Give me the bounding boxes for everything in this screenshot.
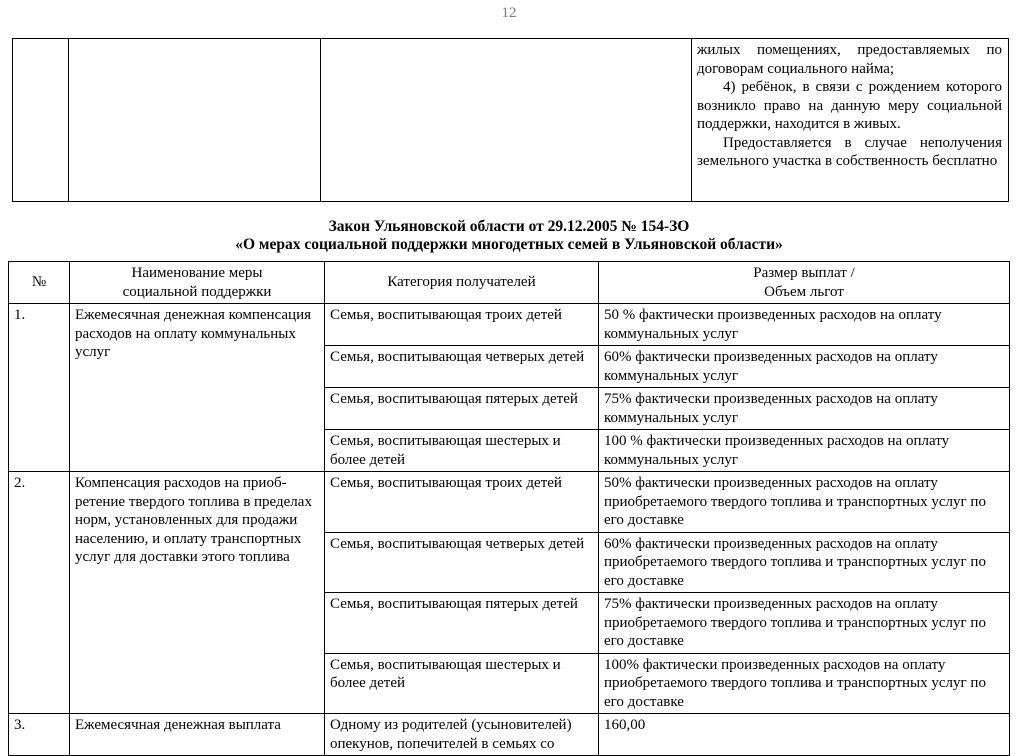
value-cell: 75% фактически произведенных расходов на оплату приобретаемого твердого топлива и транспортных услуг по его доставке bbox=[599, 593, 1010, 654]
header-number-label: № bbox=[31, 274, 47, 291]
table-header-row bbox=[9, 262, 1010, 304]
value-cell: 50 % фактически произведенных расходов на оплату коммунальных услуг bbox=[599, 304, 1010, 346]
header-amount-line1: Размер выплат / bbox=[753, 265, 855, 281]
value-cell: 100 % фактически произведенных расходов на оплату коммунальных услуг bbox=[599, 430, 1010, 472]
header-amount-line2: Объем льгот bbox=[764, 283, 844, 300]
continuation-paragraph: 4) ребёнок, в связи с рождением которого возникло право на данную меру социальной поддержки, находится в живых. bbox=[697, 79, 1002, 132]
continuation-value-cell bbox=[692, 39, 1009, 202]
continuation-paragraph: Предоставляется в случае неполучения земельного участка в собственность бесплатно bbox=[697, 134, 1002, 169]
header-measure-line2: социальной поддержки bbox=[122, 283, 272, 300]
measure-cell: Компенсация расходов на приобретение твердого топлива в пределах норм, установленных для продажи населению, и оплату транспортных услуг для доставки этого топлива bbox=[70, 472, 325, 714]
law-title-line2: «О мерах социальной поддержки многодетных семей в Ульяновской области» bbox=[235, 236, 783, 253]
category-cell: Семья, воспитывающая шестерых и более детей bbox=[325, 653, 599, 714]
header-category bbox=[325, 262, 599, 304]
category-cell: Семья, воспитывающая четверых детей bbox=[325, 532, 599, 593]
measure-cell: Ежемесячная денежная компенсация расходов на оплату коммунальных услуг bbox=[70, 304, 325, 472]
table-row bbox=[9, 714, 1010, 756]
continuation-category-cell bbox=[321, 39, 692, 202]
law-title-line1: Закон Ульяновской области от 29.12.2005 № 154-ЗО bbox=[328, 218, 690, 235]
value-cell: 60% фактически произведенных расходов на оплату приобретаемого твердого топлива и транспортных услуг по его доставке bbox=[599, 532, 1010, 593]
header-measure-line1: Наименование меры bbox=[131, 265, 263, 281]
page-number: 12 bbox=[501, 5, 517, 21]
row-number-cell: 2. bbox=[9, 472, 70, 714]
value-cell: 50% фактически произведенных расходов на оплату приобретаемого твердого топлива и транспортных услуг по его доставке bbox=[599, 472, 1010, 533]
header-measure bbox=[70, 262, 325, 304]
header-category-label: Категория получателей bbox=[387, 274, 536, 291]
row-number-cell: 3. bbox=[9, 714, 70, 756]
value-cell: 160,00 bbox=[599, 714, 1010, 756]
category-cell: Семья, воспитывающая троих детей bbox=[325, 304, 599, 346]
law-title bbox=[0, 218, 1018, 254]
value-cell: 75% фактически произведенных расходов на оплату коммунальных услуг bbox=[599, 388, 1010, 430]
continuation-measure-cell bbox=[69, 39, 321, 202]
category-cell: Семья, воспитывающая шестерых и более детей bbox=[325, 430, 599, 472]
continuation-paragraph: жилых помещениях, предоставляемых по договорам социального найма; bbox=[697, 42, 1002, 77]
row-number-cell: 1. bbox=[9, 304, 70, 472]
measure-cell: Ежемесячная денежная выплата bbox=[70, 714, 325, 756]
header-amount bbox=[599, 262, 1010, 304]
value-cell: 60% фактически произведенных расходов на оплату коммунальных услуг bbox=[599, 346, 1010, 388]
table-row bbox=[9, 472, 1010, 533]
table-row bbox=[9, 304, 1010, 346]
category-cell: Семья, воспитывающая пятерых детей bbox=[325, 388, 599, 430]
category-cell: Одному из родителей (усыновителей) опекунов, попечителей в семьях со bbox=[325, 714, 599, 756]
header-number bbox=[9, 262, 70, 304]
value-cell: 100% фактически произведенных расходов на оплату приобретаемого твердого топлива и транспортных услуг по его доставке bbox=[599, 653, 1010, 714]
continuation-table bbox=[12, 38, 1009, 202]
category-cell: Семья, воспитывающая пятерых детей bbox=[325, 593, 599, 654]
continuation-number-cell bbox=[13, 39, 69, 202]
category-cell: Семья, воспитывающая четверых детей bbox=[325, 346, 599, 388]
category-cell: Семья, воспитывающая троих детей bbox=[325, 472, 599, 533]
continuation-row bbox=[13, 39, 1009, 202]
law-benefits-table bbox=[8, 261, 1010, 756]
